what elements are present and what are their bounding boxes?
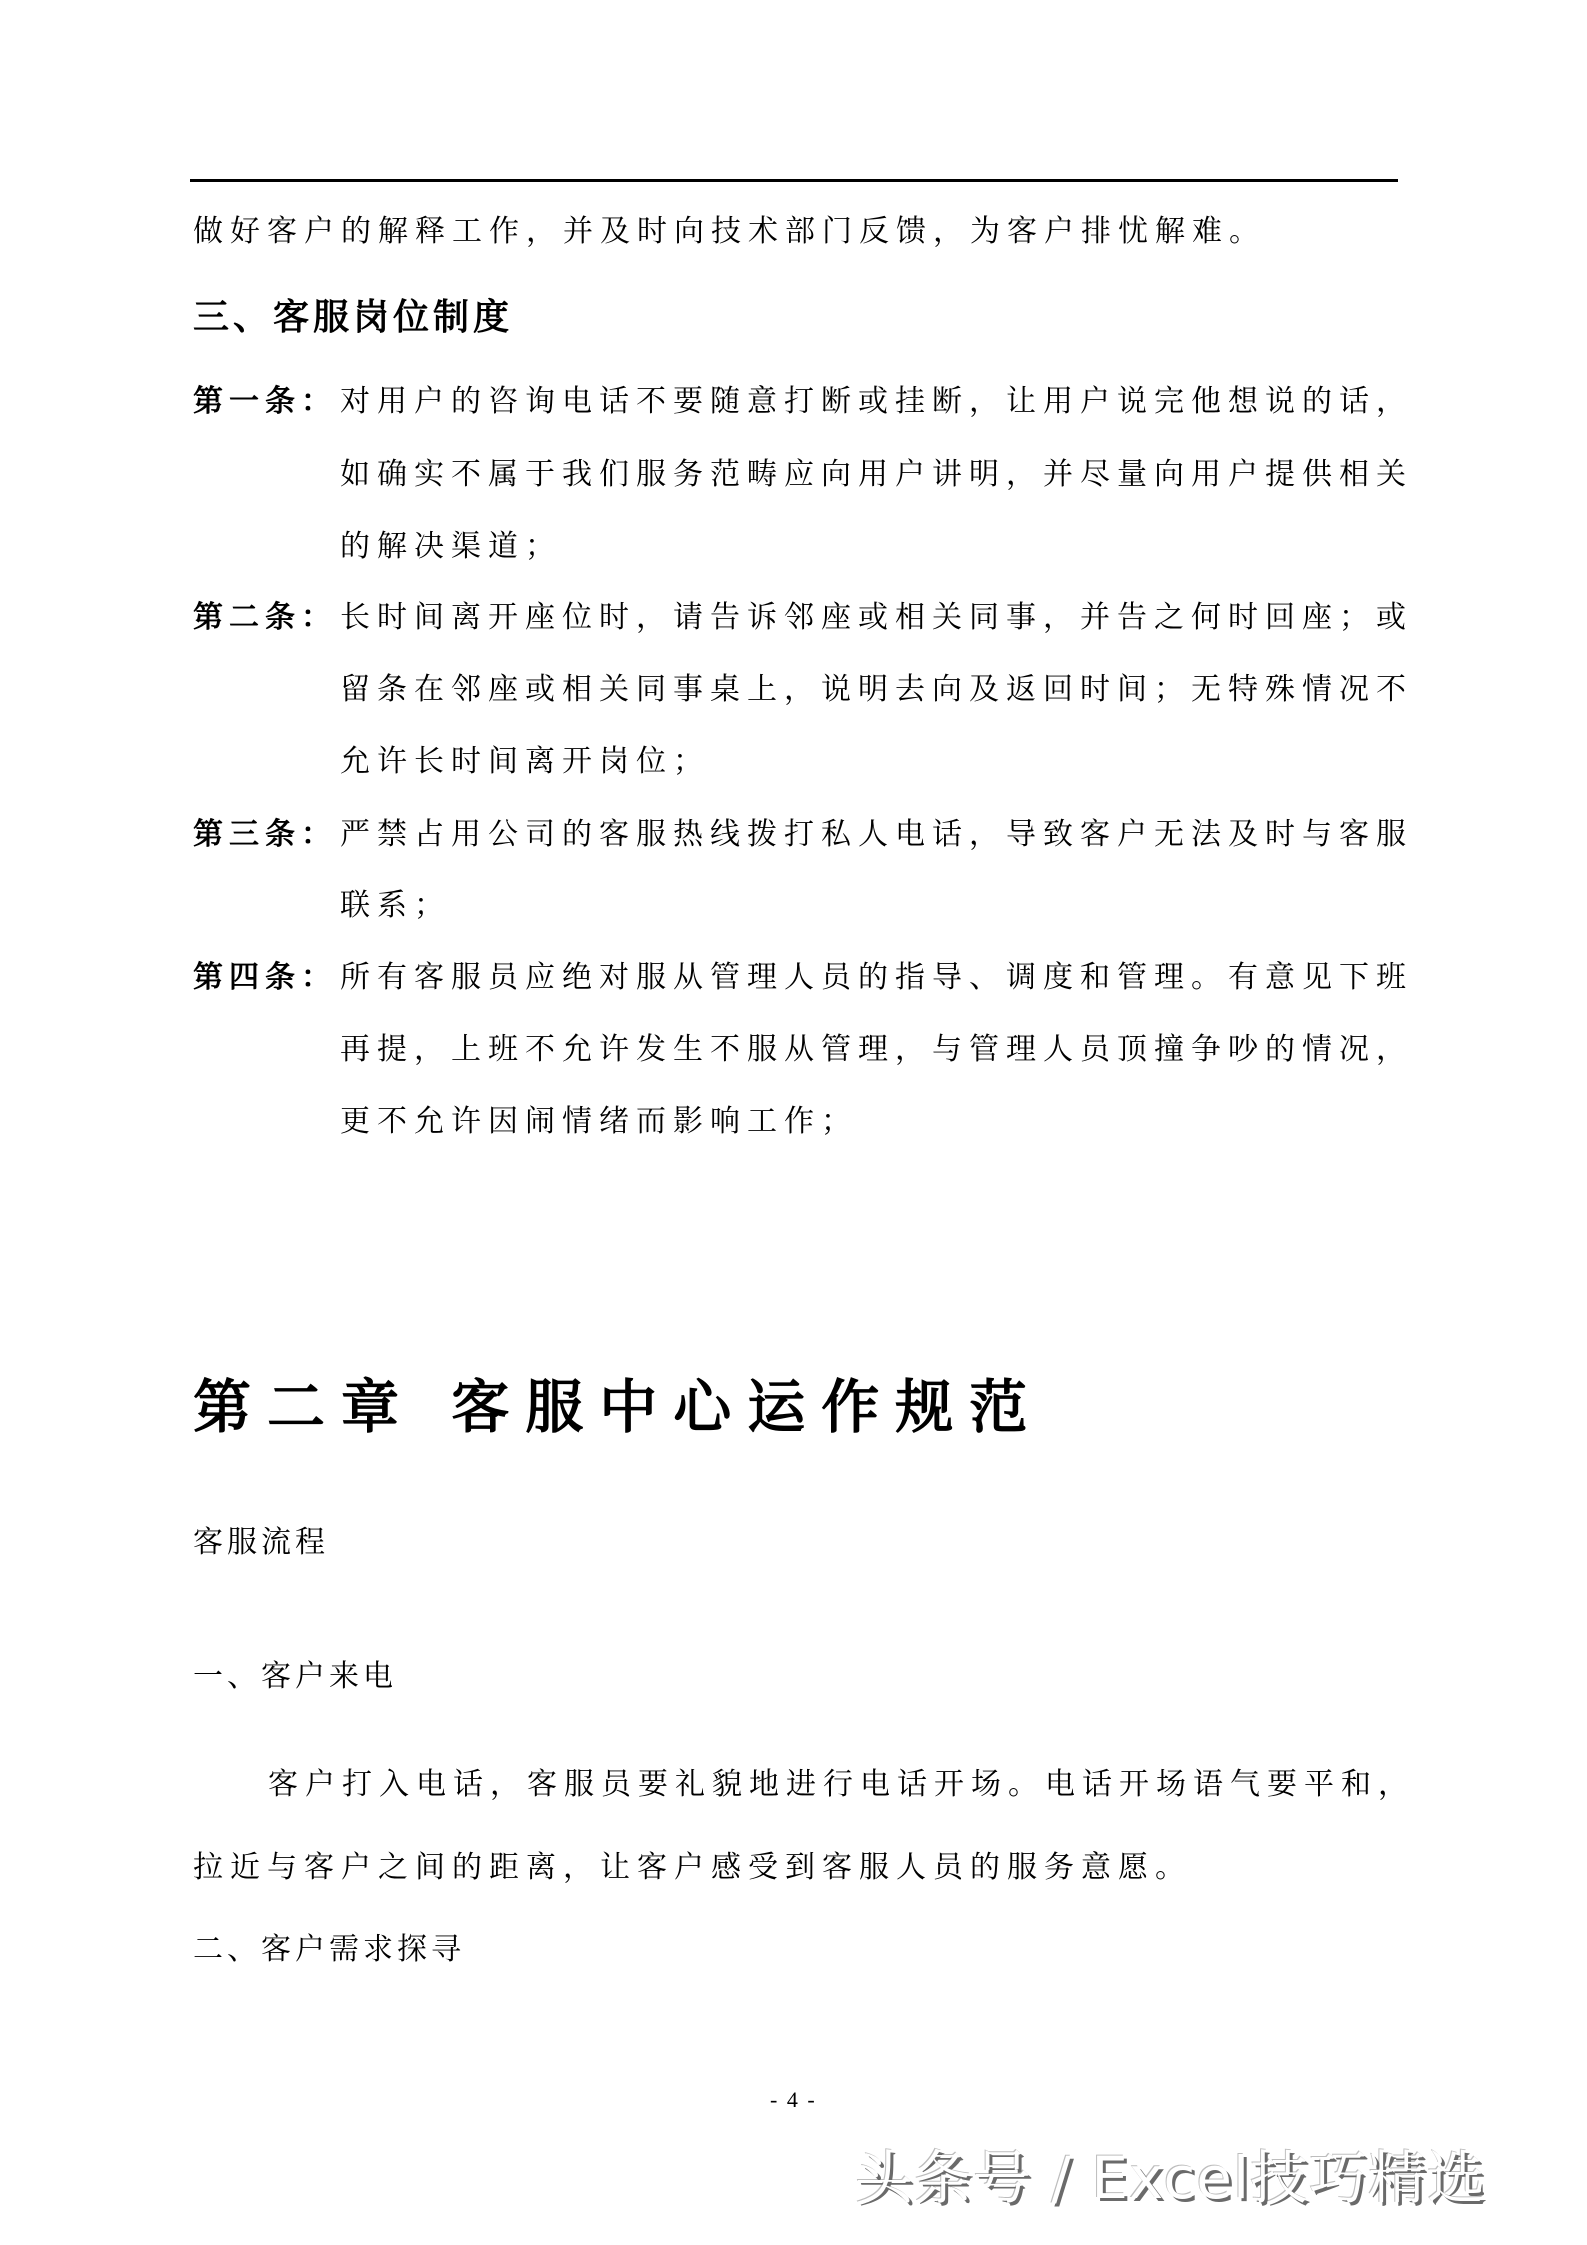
clause-3-line-1: 严禁占用公司的客服热线拨打私人电话，导致客户无法及时与客服 (340, 817, 1413, 852)
clause-1-line-1: 对用户的咨询电话不要随意打断或挂断，让用户说完他想说的话， (340, 384, 1413, 419)
clause-1-line-2: 如确实不属于我们服务范畴应向用户讲明，并尽量向用户提供相关 (340, 457, 1413, 492)
clause-label-1: 第一条： (193, 384, 337, 419)
clause-4-line-1: 所有客服员应绝对服从管理人员的指导、调度和管理。有意见下班 (340, 960, 1413, 995)
clause-2-line-2: 留条在邻座或相关同事桌上，说明去向及返回时间；无特殊情况不 (340, 672, 1413, 707)
section-heading-post-rules: 三、客服岗位制度 (193, 296, 514, 338)
clause-label-4: 第四条： (193, 960, 337, 995)
clause-4-line-2: 再提，上班不允许发生不服从管理，与管理人员顶撞争吵的情况， (340, 1032, 1413, 1067)
incoming-call-paragraph-line-1: 客户打入电话，客服员要礼貌地进行电话开场。电话开场语气要平和， (268, 1767, 1415, 1802)
clause-2-line-3: 允许长时间离开岗位； (340, 744, 710, 779)
clause-label-3: 第三条： (193, 817, 337, 852)
page-number: - 4 - (770, 2087, 817, 2112)
section-heading-needs-discovery: 二、客户需求探寻 (193, 1932, 465, 1967)
clause-4-line-3: 更不允许因闹情绪而影响工作； (340, 1104, 858, 1139)
continuation-paragraph: 做好客户的解释工作，并及时向技术部门反馈，为客户排忧解难。 (193, 214, 1266, 249)
chapter-title: 第二章 客服中心运作规范 (193, 1373, 1044, 1441)
clause-2-line-1: 长时间离开座位时，请告诉邻座或相关同事，并告之何时回座；或 (340, 600, 1413, 635)
clause-label-2: 第二条： (193, 600, 337, 635)
header-rule (190, 179, 1398, 182)
clause-1-line-3: 的解决渠道； (340, 529, 562, 564)
incoming-call-paragraph-line-2: 拉近与客户之间的距离，让客户感受到客服人员的服务意愿。 (193, 1850, 1192, 1885)
clause-3-line-2: 联系； (340, 888, 451, 923)
section-heading-incoming-call: 一、客户来电 (193, 1659, 397, 1694)
watermark: 头条号 / Excel技巧精选 (855, 2144, 1487, 2212)
chapter-subtitle: 客服流程 (193, 1525, 329, 1560)
